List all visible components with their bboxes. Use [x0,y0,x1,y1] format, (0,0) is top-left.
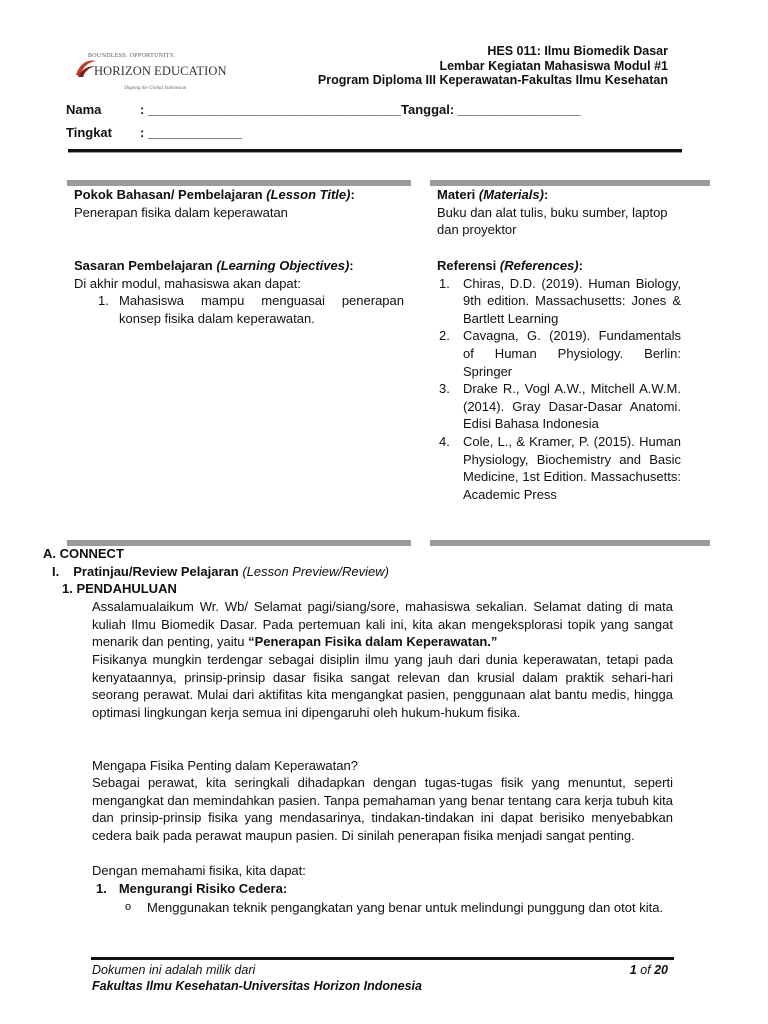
reference-item: 3. Drake R., Vogl A.W., Mitchell A.W.M. (2014). Gray Dasar-Dasar Anatomi. Edisi Bahasa Indonesia [439,381,681,432]
objective-item [74,292,404,327]
lesson-title-label: Pokok Bahasan/ Pembelajaran (Lesson Title): [74,187,355,202]
lesson-title-value: Penerapan fisika dalam keperawatan [74,204,288,220]
logo-name: HORIZON EDUCATION [94,64,227,78]
bullet-mark: o [125,901,132,913]
reference-item: 2. Cavagna, G. (2019). Fundamentals of Human Physiology. Berlin: Springer [439,328,681,379]
objective-text: Mahasiswa mampu menguasai penerapan konsep fisika dalam keperawatan. [119,293,404,326]
nurse-paragraph: Sebagai perawat, kita seringkali dihadapkan dengan tugas-tugas fisik yang menuntut, seperti mengangkat dan memindahkan pasien. Tanpa pemahaman yang benar tentang cara kerja tubuh kita dan prinsip-prinsip fisika yang mendasarinya, tindakan-tindakan ini dapat berisiko menyebabkan cedera baik pada perawat maupun pasien. Di sinilah penerapan fisika menjadi sangat penting. [92,775,673,843]
page-number: 1 of 20 [629,963,668,977]
tingkat-label: Tingkat [66,125,112,140]
reference-item: 1. Chiras, D.D. (2019). Human Biology, 9th edition. Massachusetts: Jones & Bartlett Learning [439,275,681,326]
objectives-label: Sasaran Pembelajaran (Learning Objectives): [74,258,354,273]
horizon-education-logo [68,44,226,92]
materials-label: Materi (Materials): [437,187,549,202]
tingkat-field: : _____________ [140,125,242,140]
footer-divider [91,957,674,960]
document-header [318,44,668,88]
section-1-heading: 1. PENDAHULUAN [62,581,177,596]
section-i-heading: I. Pratinjau/Review Pelajaran (Lesson Preview/Review) [52,564,389,579]
objectives-intro: Di akhir modul, mahasiswa akan dapat: [74,275,301,291]
tanggal-field: Tanggal: _________________ [401,102,581,117]
references-list [437,275,681,504]
reference-item: 4. Cole, L., & Kramer, P. (2015). Human Physiology, Biochemistry and Basic Medicine, 1st Edition. Massachusetts: Academic Press [439,433,681,502]
lesson-title-block [74,186,404,221]
bullet-text: Menggunakan teknik pengangkatan yang benar untuk melindungi punggung dan otot kita. [147,900,664,915]
course-title: HES 011: Ilmu Biomedik Dasar [487,44,668,58]
logo-tagline: BOUNDLESS. OPPORTUNITY. [88,53,176,59]
tingkat-row [66,124,242,142]
nama-field: : ___________________________________ [140,102,401,117]
question-heading: Mengapa Fisika Penting dalam Keperawatan? [92,758,358,773]
physics-paragraph: Fisikanya mungkin terdengar sebagai disiplin ilmu yang jauh dari dunia keperawatan, tetapi pada kenyataannya, prinsip-prinsip dasar fisika sangat relevan dan krusial dalam praktik sehari-hari seorang perawat. Mulai dari aktifitas kita mengangkat pasien, penggunaan alat bantu medis, hingga optimasi lingkungan kerja semua ini dipengaruhi oleh hukum-hukum fisika. [92,652,673,720]
footer-ownership: Dokumen ini adalah milik dari [92,963,256,977]
right-column-bottom-bar [430,540,710,546]
program-title: Program Diploma III Keperawatan-Fakultas Ilmu Kesehatan [317,73,668,87]
materials-value: Buku dan alat tulis, buku sumber, laptop dan proyektor [437,204,668,238]
header-divider-shadow [68,152,682,153]
materials-block [437,186,681,239]
nama-row [66,101,581,119]
nama-label: Nama [66,102,102,117]
footer-institution: Fakultas Ilmu Kesehatan-Universitas Horizon Indonesia [92,979,422,993]
learning-objectives-block [74,257,404,327]
references-label: Referensi (References): [437,258,583,273]
benefit-item-1: 1. Mengurangi Risiko Cedera: [96,881,288,896]
module-title: Lembar Kegiatan Mahasiswa Modul #1 [439,58,668,73]
logo-subtitle: Shaping the Global Indonesian [124,86,187,91]
intro-paragraph: Assalamualaikum Wr. Wb/ Selamat pagi/siang/sore, mahasiswa sekalian. Selamat dating di mata kuliah Ilmu Biomedik Dasar. Pada pertemuan kali ini, kita akan mengeksplorasi topik yang sangat menarik dan penting, yaitu “Penerapan Fisika dalam Keperawatan.” [92,599,673,650]
section-a-heading: A. CONNECT [43,546,124,561]
benefits-intro: Dengan memahami fisika, kita dapat: [92,863,306,878]
references-block [437,257,681,503]
objective-number: 1. [98,293,109,309]
